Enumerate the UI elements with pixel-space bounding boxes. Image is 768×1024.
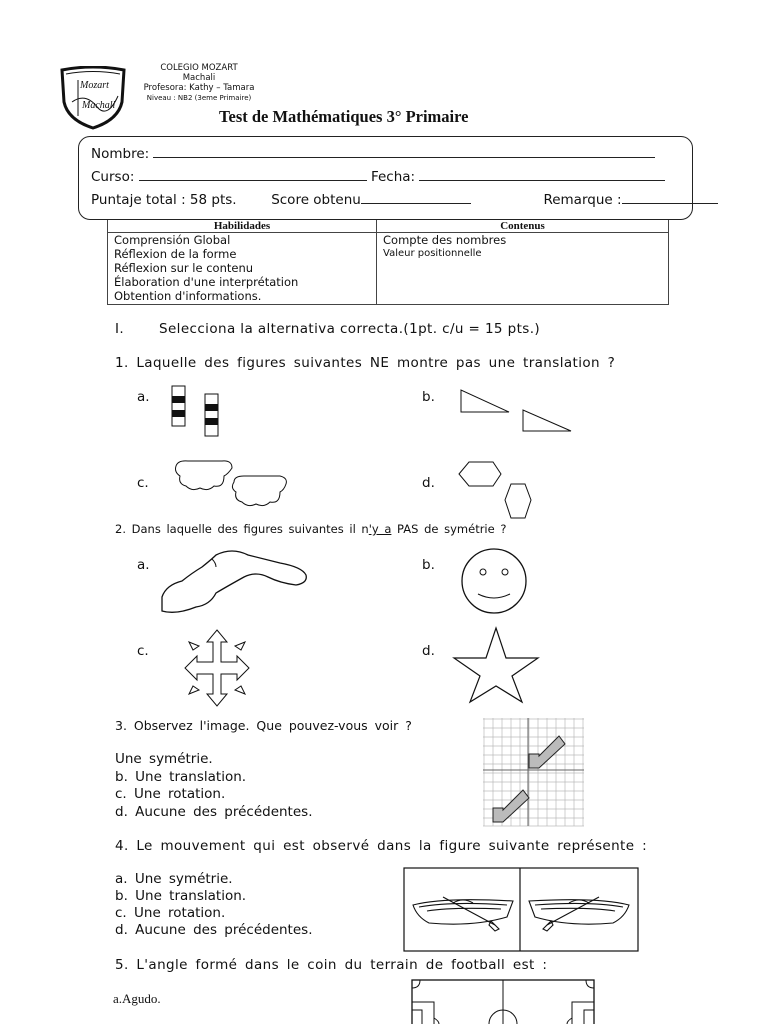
- q1-figure-c-clouds: [172, 458, 290, 510]
- school-info: [134, 63, 264, 103]
- contenus-cell: [377, 233, 669, 304]
- q3-option: d. Aucune des précédentes.: [115, 803, 313, 820]
- q2-option-b-label: b.: [422, 557, 435, 573]
- school-name: COLEGIO MOZART: [160, 63, 238, 73]
- q1-option-b-label: b.: [422, 389, 435, 405]
- skills-table-wrap: [107, 220, 669, 305]
- q3-option: Une symétrie.: [115, 751, 213, 767]
- col-header-habilidades: Habilidades: [108, 220, 377, 233]
- habilidad-item: Réflexion sur le contenu: [114, 261, 254, 275]
- section-numeral: I.: [115, 321, 125, 337]
- school-city: Machali: [182, 73, 216, 83]
- q2-text-start: 2. Dans laquelle des figures suivantes il n: [115, 522, 369, 536]
- logo-text-top: Mozart: [80, 80, 109, 91]
- q2-figure-b-smiley: [458, 546, 530, 616]
- q2-figure-a-blob: [156, 545, 312, 617]
- fecha-field[interactable]: [419, 168, 665, 181]
- contenu-item: Valeur positionnelle: [383, 248, 482, 259]
- contenu-item: Compte des nombres: [383, 233, 507, 247]
- q2-text-end: PAS de symétrie ?: [391, 522, 507, 536]
- q5-figure-football-field: [410, 978, 596, 1024]
- q4-option: b. Une translation.: [115, 888, 247, 904]
- col-header-contenus: Contenus: [377, 220, 669, 233]
- remarque-field[interactable]: [622, 191, 718, 204]
- q2-option-c-label: c.: [137, 643, 149, 659]
- q1-figure-a-striped-bars: [168, 384, 224, 440]
- q1-figure-d-hexagons: [455, 458, 535, 522]
- fecha-label: Fecha:: [370, 169, 416, 185]
- q1-option-a-label: a.: [137, 389, 150, 405]
- habilidad-item: Réflexion de la forme: [114, 247, 237, 261]
- question-3: 3. Observez l'image. Que pouvez-vous voir ?: [115, 718, 412, 733]
- question-1: 1. Laquelle des figures suivantes NE montre pas une translation ?: [115, 355, 616, 371]
- q3-option: b. Une translation.: [115, 768, 247, 785]
- teacher-name: Profesora: Kathy – Tamara: [143, 83, 255, 93]
- question-5: 5. L'angle formé dans le coin du terrain de football est :: [115, 957, 548, 973]
- q3-options: [115, 751, 313, 821]
- habilidad-item: Élaboration d'une interprétation: [114, 275, 299, 289]
- q4-option: d. Aucune des précédentes.: [115, 922, 313, 938]
- page-title: Test de Mathématiques 3° Primaire: [219, 107, 469, 126]
- remarque-label: Remarque :: [543, 192, 622, 208]
- q2-text-underlined: 'y a: [368, 522, 392, 536]
- q3-figure-grid-shapes: [483, 718, 585, 828]
- q2-figure-d-star: [452, 626, 540, 704]
- habilidad-item: Comprensión Global: [114, 233, 231, 247]
- score-row: [91, 191, 718, 208]
- level-label: Niveau : NB2 (3eme Primaire): [146, 94, 252, 102]
- school-crest-logo: [58, 66, 128, 130]
- q3-option: c. Une rotation.: [115, 786, 226, 802]
- nombre-row: [91, 145, 655, 162]
- habilidades-cell: [108, 233, 377, 304]
- puntaje-total: Puntaje total : 58 pts.: [91, 192, 237, 208]
- nombre-label: Nombre:: [91, 146, 150, 162]
- logo-text-bottom: Machali: [82, 100, 116, 111]
- score-field[interactable]: [361, 191, 471, 204]
- q2-option-d-label: d.: [422, 643, 435, 659]
- curso-label: Curso:: [91, 169, 135, 185]
- q4-option: c. Une rotation.: [115, 905, 226, 921]
- q4-figure-boats: [403, 867, 640, 953]
- q1-option-d-label: d.: [422, 475, 435, 491]
- curso-field[interactable]: [139, 168, 367, 181]
- curso-row: [91, 168, 665, 185]
- q2-option-a-label: a.: [137, 557, 150, 573]
- question-2: [115, 522, 506, 536]
- score-label: Score obtenu: [271, 192, 361, 208]
- q1-option-c-label: c.: [137, 475, 149, 491]
- q4-options: [115, 871, 313, 939]
- nombre-field[interactable]: [153, 145, 655, 158]
- q4-option: a. Une symétrie.: [115, 871, 233, 887]
- habilidad-item: Obtention d'informations.: [114, 289, 262, 303]
- section-instruction: Selecciona la alternativa correcta.(1pt. c/u = 15 pts.): [159, 321, 541, 337]
- q1-figure-b-triangles: [455, 386, 577, 436]
- q5-option-a: a.Agudo.: [113, 991, 161, 1006]
- question-4: 4. Le mouvement qui est observé dans la figure suivante représente :: [115, 838, 648, 854]
- skills-table: [108, 220, 668, 304]
- q2-figure-c-four-arrows: [175, 628, 259, 708]
